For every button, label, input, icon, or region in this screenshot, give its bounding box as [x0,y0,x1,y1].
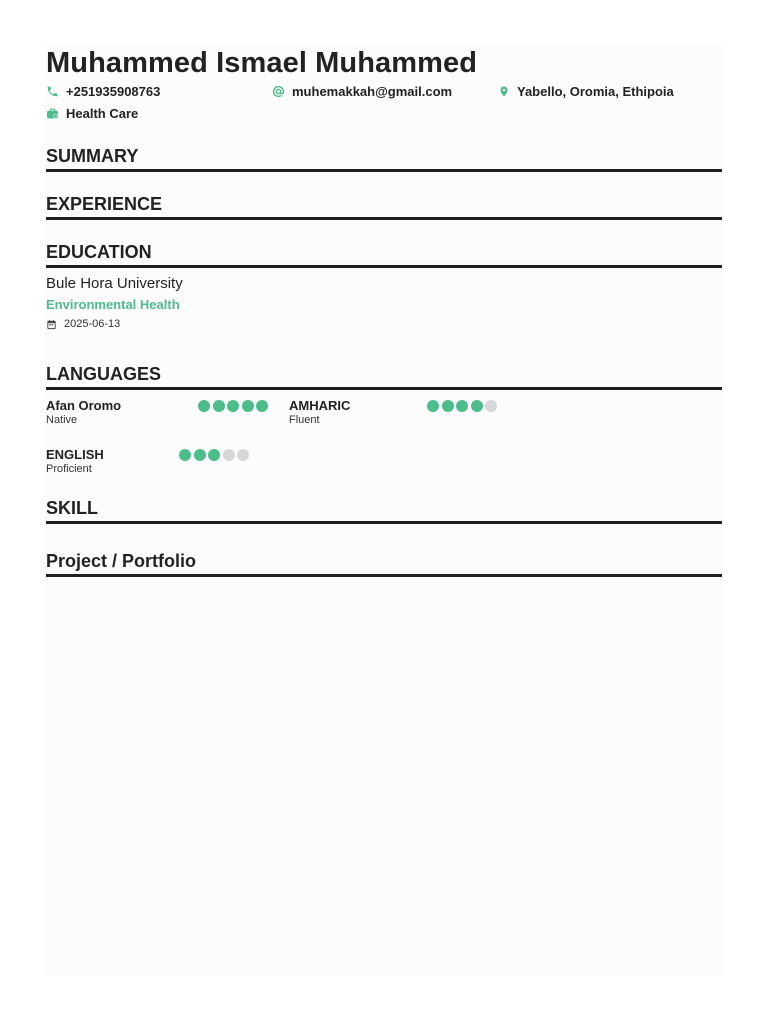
rating-dot-filled [179,449,191,461]
language-rating [198,400,271,412]
rating-dot-filled [242,400,254,412]
section-divider [46,265,722,268]
language-level: Fluent [289,414,320,426]
rating-dot-filled [456,400,468,412]
section-divider [46,521,722,524]
section-title-summary: SUMMARY [46,146,139,166]
rating-dot-filled [256,400,268,412]
contact-field [46,104,138,122]
language-name: AMHARIC [289,398,351,413]
candidate-name: Muhammed Ismael Muhammed [46,47,478,79]
section-divider [46,217,722,220]
section-title-skill: SKILL [46,498,98,518]
briefcase-icon [46,107,59,120]
rating-dot-filled [227,400,239,412]
phone-icon [46,85,59,98]
at-sign-icon [272,85,285,98]
language-rating [179,449,252,461]
section-divider [46,574,722,577]
rating-dot-filled [208,449,220,461]
location-text: Yabello, Oromia, Ethipoia [517,83,674,99]
rating-dot-empty [485,400,497,412]
rating-dot-filled [427,400,439,412]
language-name: Afan Oromo [46,398,122,413]
section-title-languages: LANGUAGES [46,364,162,384]
language-name: ENGLISH [46,447,104,462]
language-level: Native [46,414,78,426]
rating-dot-filled [213,400,225,412]
section-divider [46,169,722,172]
section-divider [46,387,722,390]
contact-phone [46,82,160,100]
rating-dot-filled [471,400,483,412]
language-rating [427,400,500,412]
section-title-education: EDUCATION [46,242,152,262]
email-text: muhemakkah@gmail.com [292,83,453,99]
section-title-projects: Project / Portfolio [46,551,197,571]
rating-dot-filled [442,400,454,412]
contact-location [498,82,674,100]
rating-dot-filled [194,449,206,461]
contact-email [272,82,452,100]
rating-dot-filled [198,400,210,412]
education-date [46,318,120,330]
map-pin-icon [498,85,510,98]
education-date-text: 2025-06-13 [64,318,121,330]
education-school: Bule Hora University [46,275,183,292]
calendar-icon [46,319,57,330]
language-level: Proficient [46,463,92,475]
education-field: Environmental Health [46,297,180,312]
resume-sheet [46,44,722,976]
rating-dot-empty [237,449,249,461]
phone-text: +251935908763 [66,83,161,99]
field-text: Health Care [66,105,139,121]
rating-dot-empty [223,449,235,461]
section-title-experience: EXPERIENCE [46,194,163,214]
